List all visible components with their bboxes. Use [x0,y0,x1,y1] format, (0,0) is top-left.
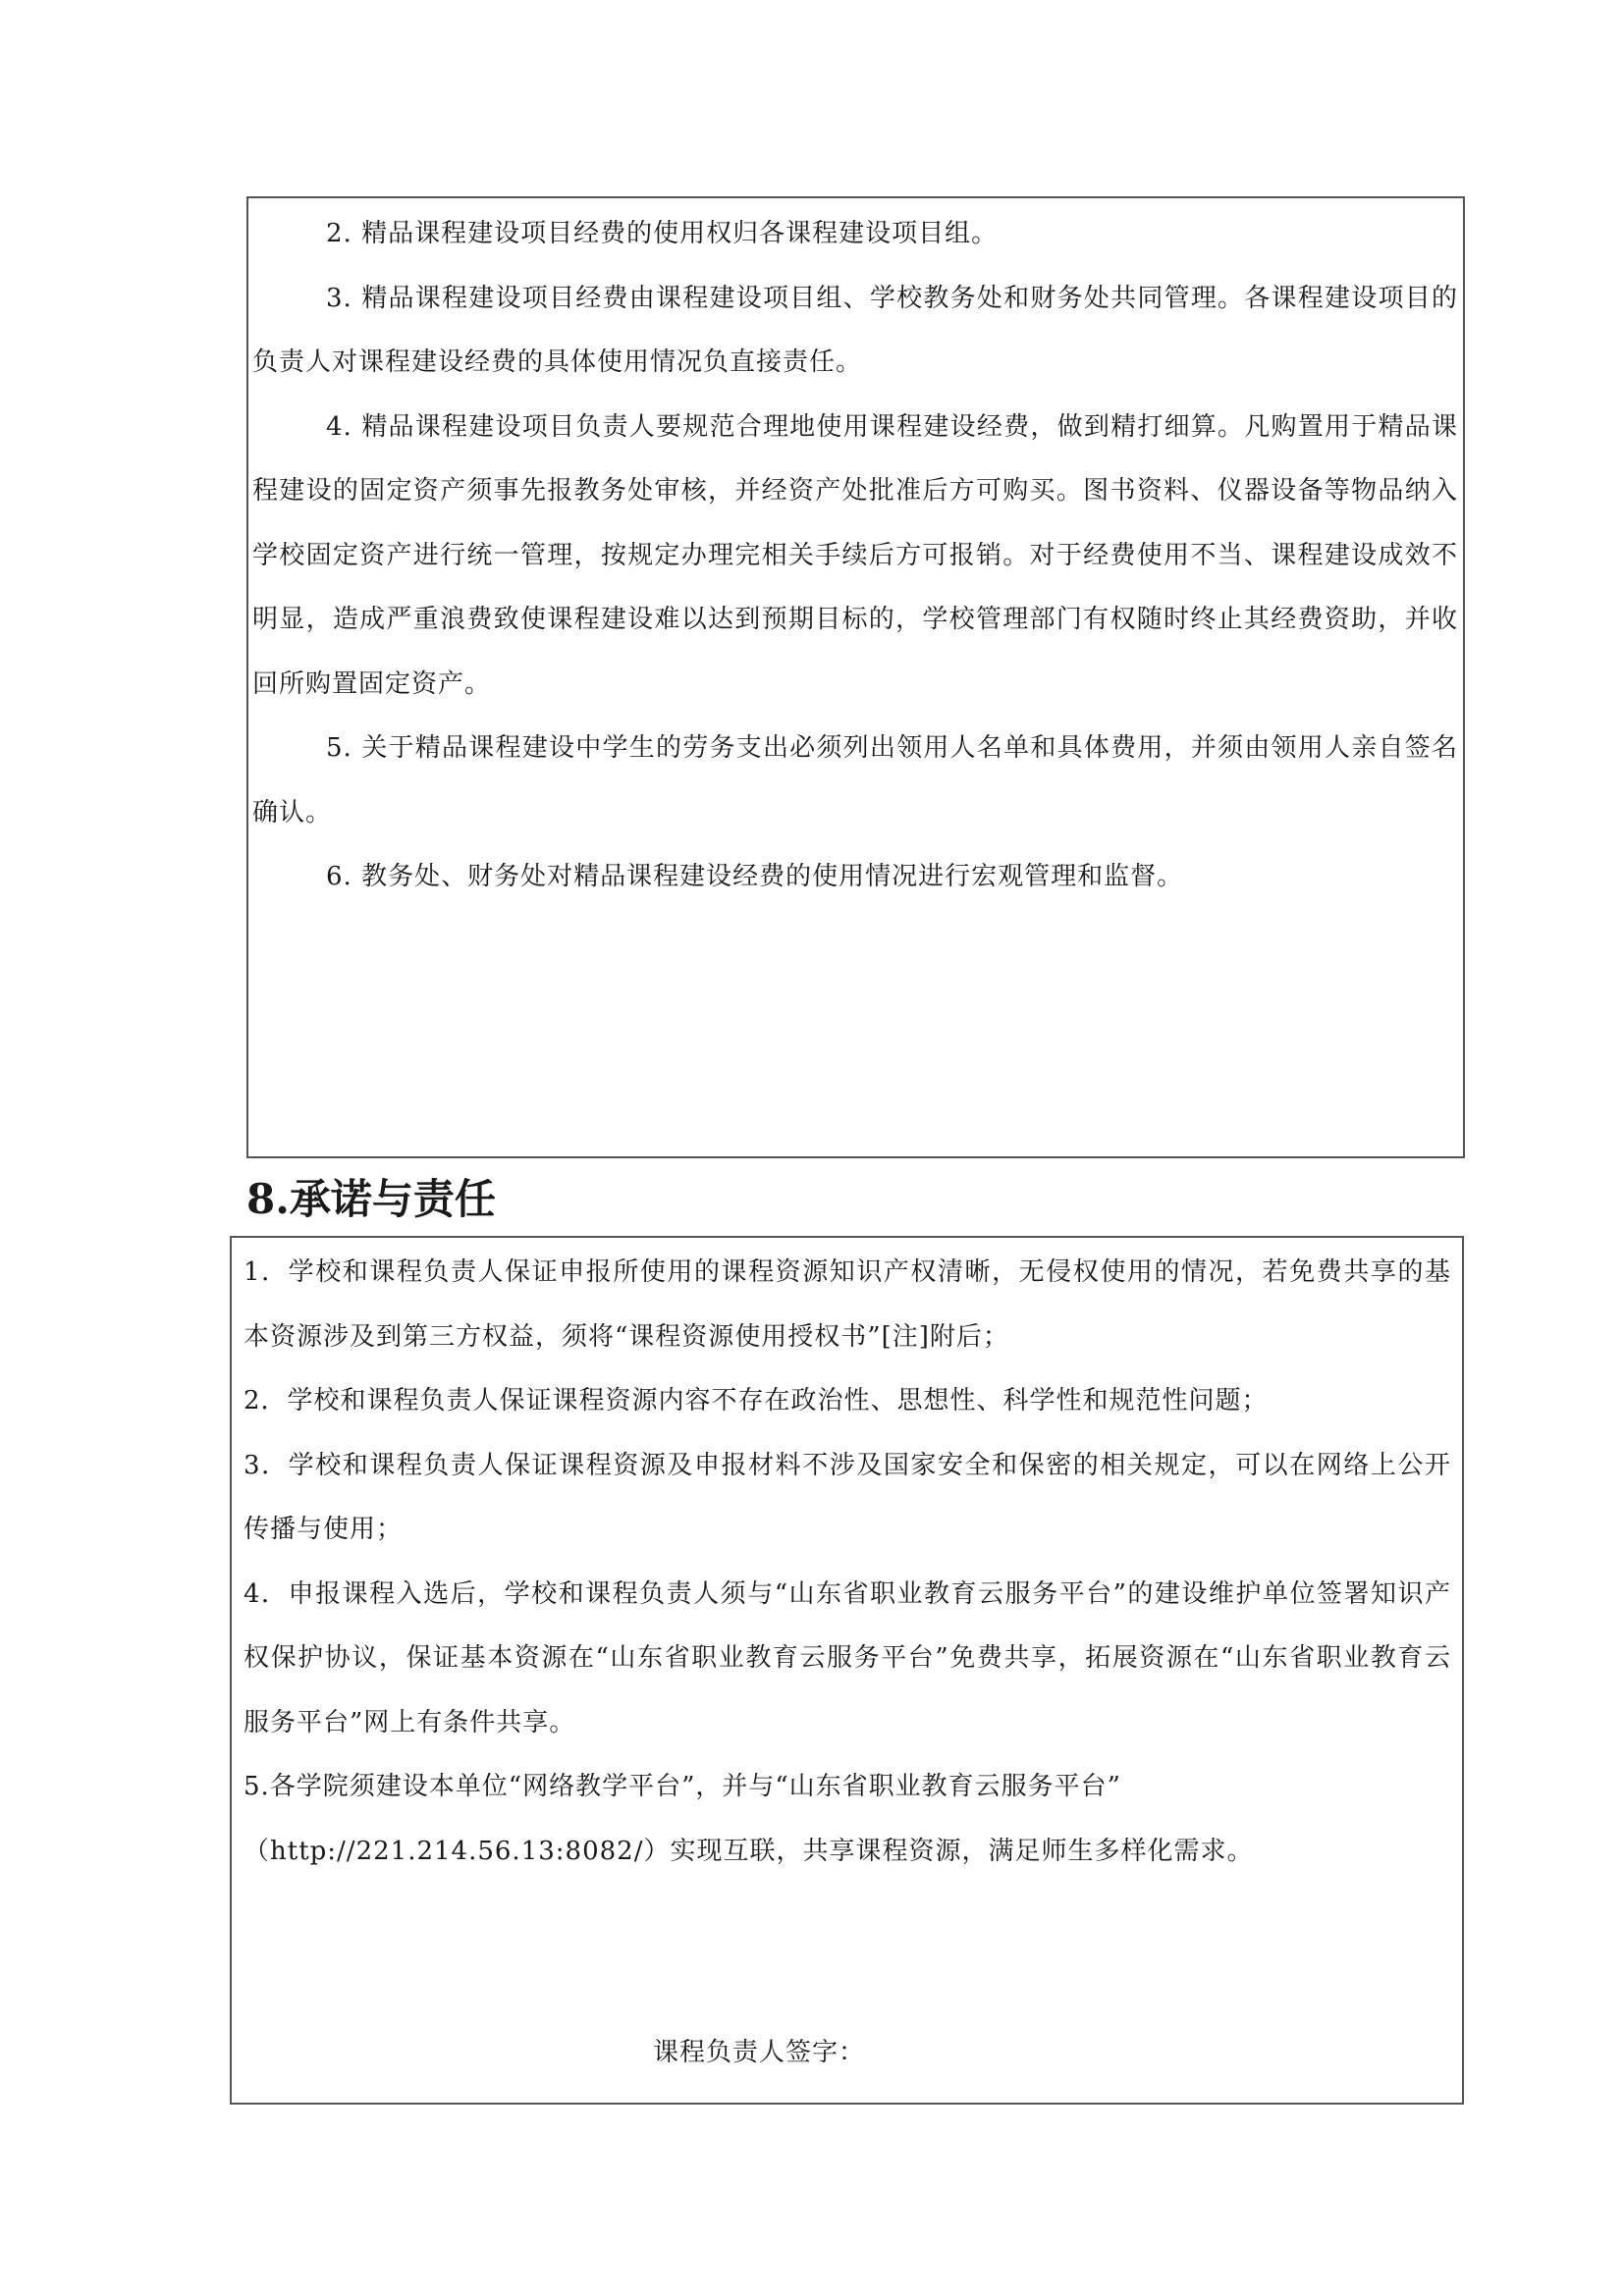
commitment-item-5-url: （http://221.214.56.13:8082/）实现互联，共享课程资源，满足师生多样化需求。 [244,1836,1254,1866]
funding-rule-item-5: 5. 关于精品课程建设中学生的劳务支出必须列出领用人名单和具体费用，并须由领用人亲自签名确认。 [252,733,1458,828]
funding-rule-item-4: 4. 精品课程建设项目负责人要规范合理地使用课程建设经费，做到精打细算。凡购置用于精品课程建设的固定资产须事先报教务处审核，并经资产处批准后方可购买。图书资料、仪器设备等物品纳入学校固定资产进行统一管理，按规定办理完相关手续后方可报销。对于经费使用不当、课程建设成效不明显，造成严重浪费致使课程建设难以达到预期目标的，学校管理部门有权随时终止其经费资助，并收回所购置固定资产。 [252,411,1458,699]
funding-rules-content [248,202,1458,910]
commitment-item-2: 2．学校和课程负责人保证课程资源内容不存在政治性、思想性、科学性和规范性问题； [244,1386,1269,1415]
section-heading-commitment: 8.承诺与责任 [246,1175,496,1223]
commitment-item-4: 4．申报课程入选后，学校和课程负责人须与“山东省职业教育云服务平台”的建设维护单位签署知识产权保护协议，保证基本资源在“山东省职业教育云服务平台”免费共享，拓展资源在“山东省职业教育云服务平台”网上有条件共享。 [244,1578,1451,1737]
signature-label: 课程负责人签字： [653,2038,866,2067]
commitment-content [244,1241,1451,1884]
commitment-item-3: 3．学校和课程负责人保证课程资源及申报材料不涉及国家安全和保密的相关规定，可以在网络上公开传播与使用； [244,1450,1451,1544]
funding-rule-item-2: 2. 精品课程建设项目经费的使用权归各课程建设项目组。 [326,219,999,248]
commitment-item-5: 5.各学院须建设本单位“网络教学平台”，并与“山东省职业教育云服务平台” [244,1772,1121,1801]
commitment-box [230,1236,1464,2105]
funding-rule-item-3: 3. 精品课程建设项目经费由课程建设项目组、学校教务处和财务处共同管理。各课程建设项目的负责人对课程建设经费的具体使用情况负直接责任。 [252,283,1458,377]
funding-rule-item-6: 6. 教务处、财务处对精品课程建设经费的使用情况进行宏观管理和监督。 [326,862,1184,891]
funding-rules-box [246,196,1465,1158]
commitment-item-1: 1．学校和课程负责人保证申报所使用的课程资源知识产权清晰，无侵权使用的情况，若免费共享的基本资源涉及到第三方权益，须将“课程资源使用授权书”[注]附后； [244,1257,1451,1352]
